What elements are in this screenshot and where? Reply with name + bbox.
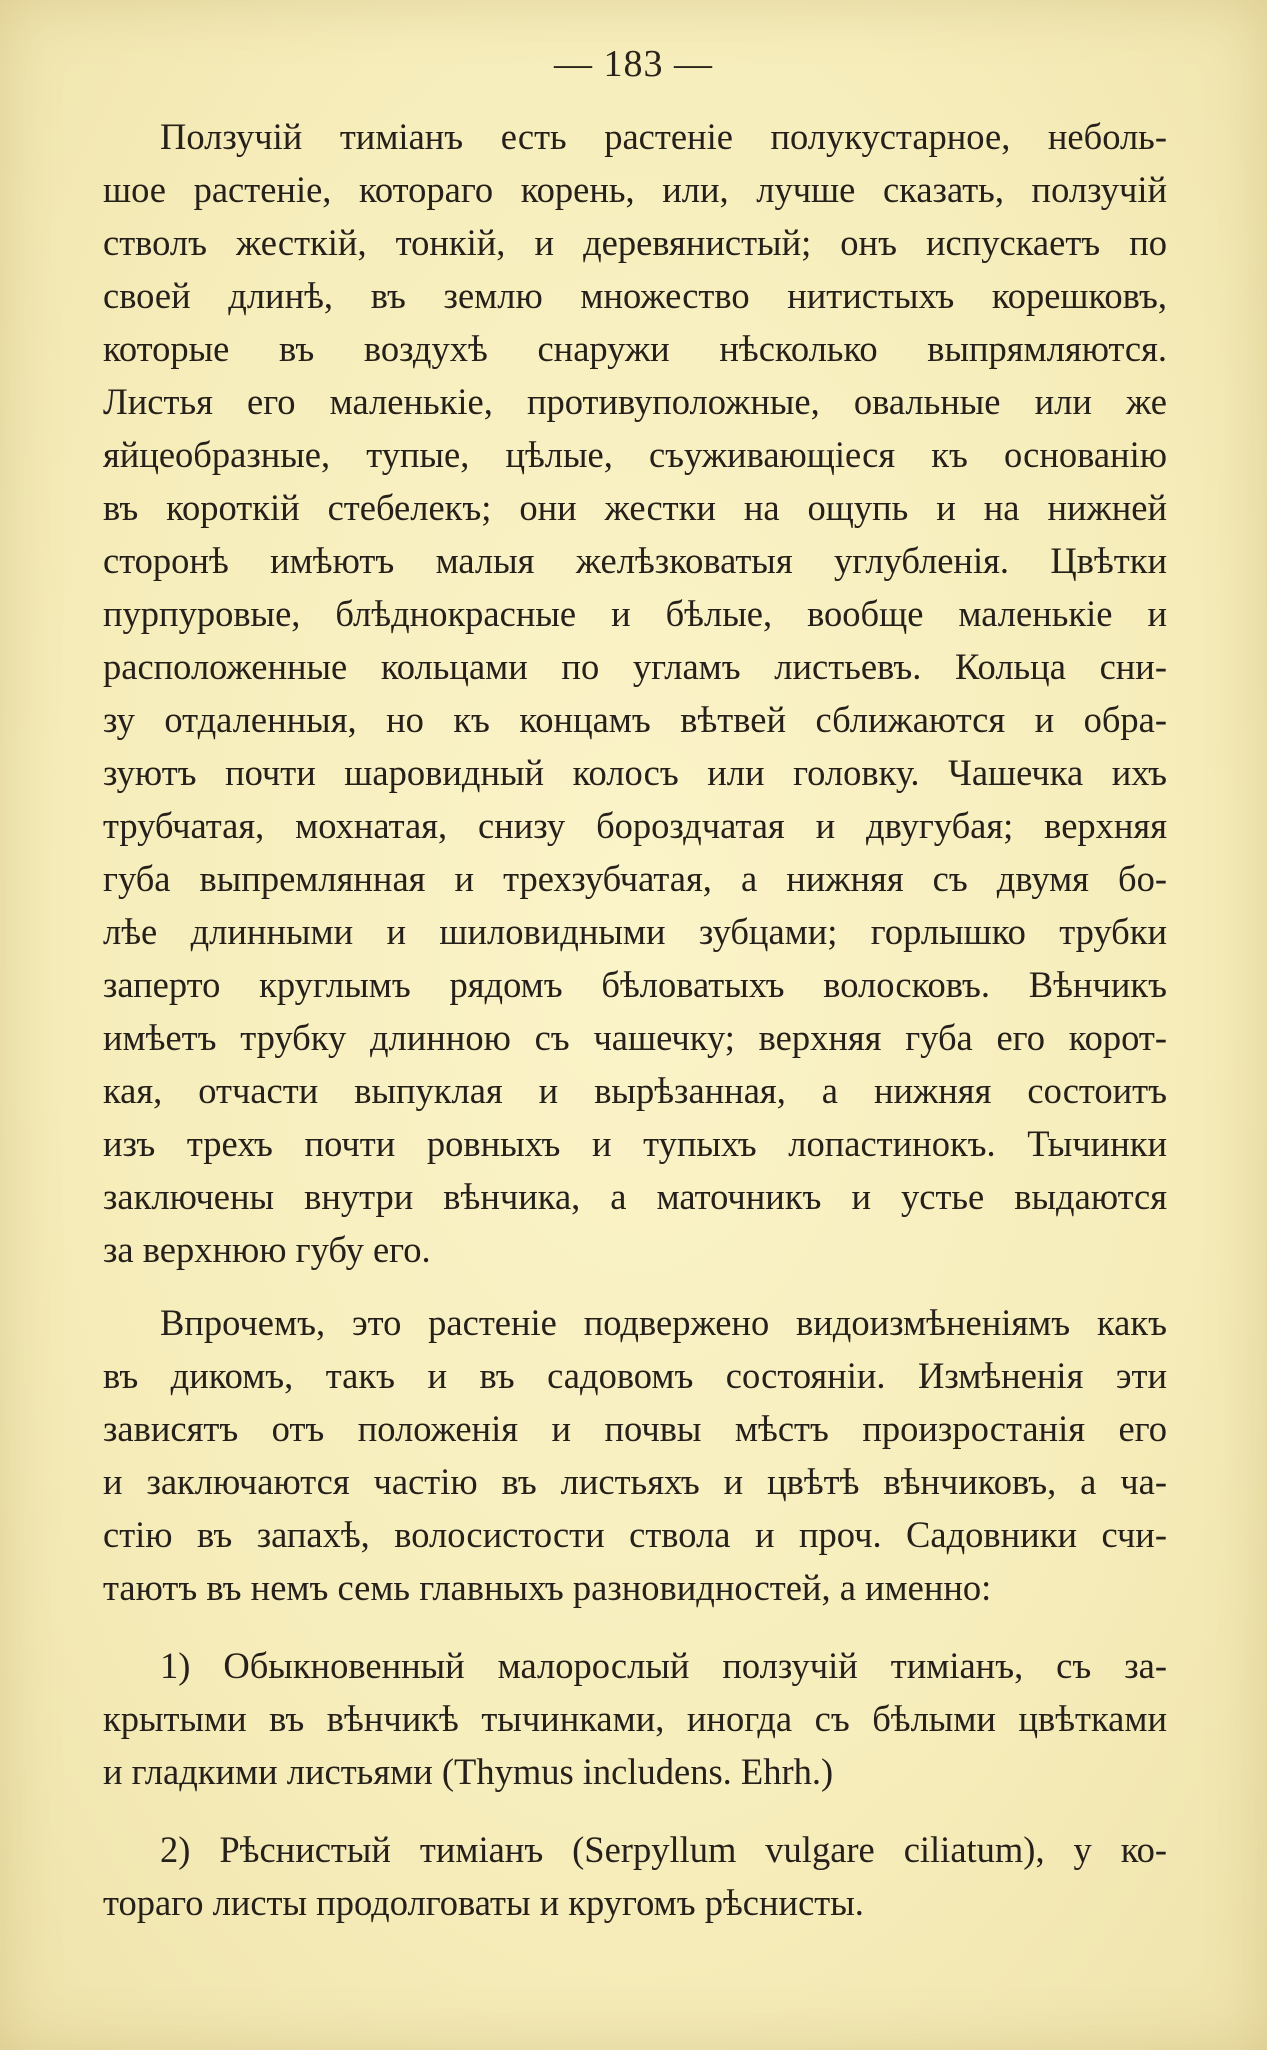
text-line: сторонѣ имѣютъ малыя желѣзковатыя углубленія. Цвѣтки: [103, 540, 1167, 581]
list-item-variety-2: [103, 1823, 1167, 1929]
text-line: зу отдаленныя, но къ концамъ вѣтвей сближаются и обра-: [103, 699, 1167, 740]
text-line: заперто круглымъ рядомъ бѣловатыхъ волосковъ. Вѣнчикъ: [103, 964, 1167, 1005]
text-line: Ползучій тиміанъ есть растеніе полукустарное, неболь-: [160, 116, 1167, 157]
text-line: въ короткій стебелекъ; они жестки на ощупь и на нижней: [103, 487, 1167, 528]
text-line: и гладкими листьями (Thymus includens. Ehrh.): [103, 1751, 834, 1792]
page-number: — 183 —: [554, 43, 713, 85]
text-line: пурпуровые, блѣднокрасные и бѣлые, вообще маленькіе и: [103, 593, 1167, 634]
text-line: имѣетъ трубку длинною съ чашечку; верхняя губа его корот-: [103, 1017, 1167, 1058]
text-line: тораго листы продолговаты и кругомъ рѣснисты.: [103, 1882, 864, 1923]
text-line: и заключаются частію въ листьяхъ и цвѣтѣ вѣнчиковъ, а ча-: [103, 1461, 1167, 1502]
text-line: лѣе длинными и шиловидными зубцами; горлышко трубки: [103, 911, 1167, 952]
text-line: своей длинѣ, въ землю множество нитистыхъ корешковъ,: [103, 275, 1167, 316]
paragraph-thyme-description: [103, 110, 1167, 1276]
paragraph-spacer: [103, 1276, 1167, 1296]
paragraph-spacer: [103, 1798, 1167, 1823]
text-line: губа выпремлянная и трехзубчатая, а нижняя съ двумя бо-: [103, 858, 1167, 899]
text-line: 1) Обыкновенный малорослый ползучій тиміанъ, съ за-: [160, 1645, 1167, 1686]
text-line: Листья его маленькіе, противуположные, овальные или же: [103, 381, 1167, 422]
text-line: 2) Рѣснистый тиміанъ (Serpyllum vulgare ciliatum), у ко-: [160, 1829, 1167, 1870]
text-line: расположенные кольцами по угламъ листьевъ. Кольца сни-: [103, 646, 1167, 687]
page-body: [103, 110, 1167, 1929]
text-line: шое растеніе, котораго корень, или, лучше сказать, ползучій: [103, 169, 1167, 210]
text-line: стволъ жесткій, тонкій, и деревянистый; онъ испускаетъ по: [103, 222, 1167, 263]
text-line: зависятъ отъ положенія и почвы мѣстъ произростанія его: [103, 1408, 1167, 1449]
text-line: въ дикомъ, такъ и въ садовомъ состояніи. Измѣненія эти: [103, 1355, 1167, 1396]
list-item-variety-1: [103, 1639, 1167, 1798]
text-line: таютъ въ немъ семь главныхъ разновидностей, а именно:: [103, 1567, 992, 1608]
paragraph-spacer: [103, 1614, 1167, 1639]
text-line: Впрочемъ, это растеніе подвержено видоизмѣненіямъ какъ: [160, 1302, 1167, 1343]
text-line: изъ трехъ почти ровныхъ и тупыхъ лопастинокъ. Тычинки: [103, 1123, 1167, 1164]
text-line: кая, отчасти выпуклая и вырѣзанная, а нижняя состоитъ: [103, 1070, 1167, 1111]
text-line: заключены внутри вѣнчика, а маточникъ и устье выдаются: [103, 1176, 1167, 1217]
text-line: за верхнюю губу его.: [103, 1229, 431, 1270]
text-line: стію въ запахѣ, волосистости ствола и проч. Садовники счи-: [103, 1514, 1167, 1555]
text-line: трубчатая, мохнатая, снизу бороздчатая и двугубая; верхняя: [103, 805, 1167, 846]
text-line: которые въ воздухѣ снаружи нѣсколько выпрямляются.: [103, 328, 1167, 369]
text-line: зуютъ почти шаровидный колосъ или головку. Чашечка ихъ: [103, 752, 1167, 793]
paragraph-varieties-intro: [103, 1296, 1167, 1614]
text-line: крытыми въ вѣнчикѣ тычинками, иногда съ бѣлыми цвѣтками: [103, 1698, 1167, 1739]
text-line: яйцеобразные, тупые, цѣлые, съуживающіеся къ основанію: [103, 434, 1167, 475]
